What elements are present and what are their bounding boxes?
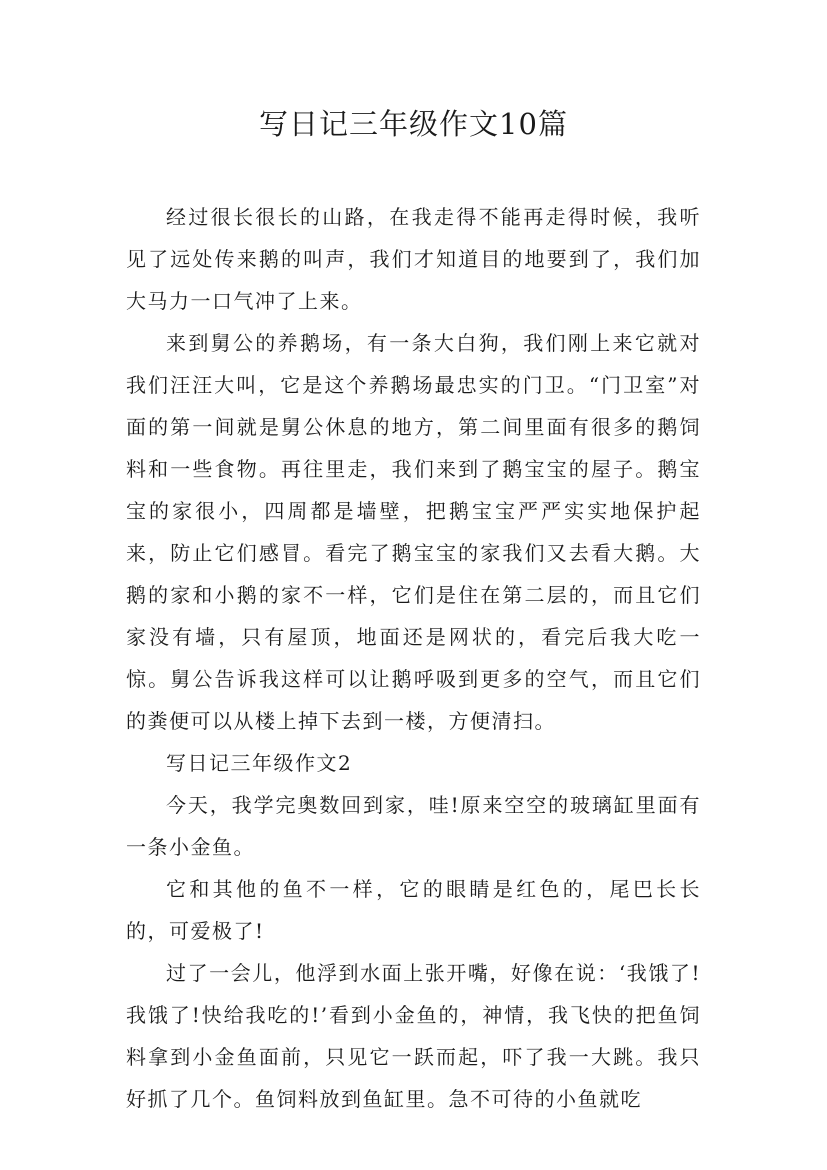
section-heading-diary-2: 写日记三年级作文2 <box>166 751 353 775</box>
document-body <box>126 196 701 1120</box>
paragraph-goose-farm-arrival: 经过很长很长的山路，在我走得不能再走得时候，我听见了远处传来鹅的叫声，我们才知道目的地要到了，我们加大马力一口气冲了上来。 <box>126 205 701 313</box>
paragraph-goldfish-arrival: 今天，我学完奥数回到家，哇!原来空空的玻璃缸里面有一条小金鱼。 <box>126 793 701 859</box>
paragraph-goose-farm-tour: 来到舅公的养鹅场，有一条大白狗，我们刚上来它就对我们汪汪大叫，它是这个养鹅场最忠实的门卫。“门卫室”对面的第一间就是舅公休息的地方，第二间里面有很多的鹅饲料和一些食物。再往里走，我们来到了鹅宝宝的屋子。鹅宝宝的家很小，四周都是墙壁，把鹅宝宝严严实实地保护起来，防止它们感冒。看完了鹅宝宝的家我们又去看大鹅。大鹅的家和小鹅的家不一样，它们是住在第二层的，而且它们家没有墙，只有屋顶，地面还是网状的，看完后我大吃一惊。舅公告诉我这样可以让鹅呼吸到更多的空气，而且它们的粪便可以从楼上掉下去到一楼，方便清扫。 <box>126 331 701 733</box>
paragraph-goldfish-description: 它和其他的鱼不一样，它的眼睛是红色的，尾巴长长的，可爱极了! <box>126 877 701 943</box>
paragraph-goldfish-feeding: 过了一会儿，他浮到水面上张开嘴，好像在说：‘我饿了!我饿了!快给我吃的!’看到小金鱼的，神情，我飞快的把鱼饲料拿到小金鱼面前，只见它一跃而起，吓了我一大跳。我只好抓了几个。鱼饲料放到鱼缸里。急不可待的小鱼就吃 <box>126 961 701 1111</box>
document-title: 写日记三年级作文10篇 <box>259 107 568 141</box>
